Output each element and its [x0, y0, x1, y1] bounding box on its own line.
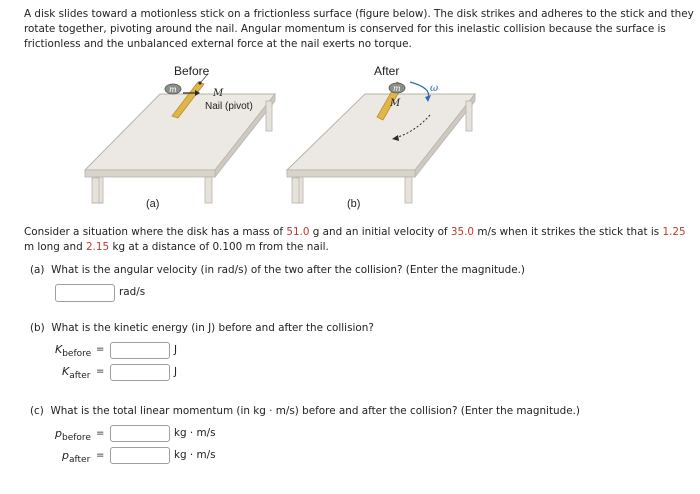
equals-sign: = — [96, 344, 105, 355]
question-c: (c) What is the total linear momentum (in kg · m/s) before and after the collision? (Enter the magnitude.) — [30, 405, 580, 417]
unit-joule: J — [174, 366, 178, 378]
label-disk-before: m — [169, 85, 177, 94]
problem-text: m long and — [24, 241, 87, 253]
equals-sign: = — [96, 428, 105, 439]
p-before-label: $p_{before}$ — [55, 427, 91, 444]
k-before-input[interactable] — [110, 342, 170, 359]
problem-text: m/s when it strikes the stick that is — [474, 226, 663, 238]
p-after-label: $p_{after}$ — [62, 449, 91, 466]
label-stick-before: M — [213, 88, 224, 99]
problem-statement — [24, 225, 696, 255]
unit-joule: J — [174, 344, 178, 356]
unit-momentum: kg · m/s — [174, 449, 216, 461]
label-panel-a: (a) — [146, 198, 160, 210]
stick-length-value: 1.25 — [662, 226, 686, 238]
question-a: (a) What is the angular velocity (in rad/s) of the two after the collision? (Enter the magnitude.) — [30, 264, 525, 276]
label-stick-after: M — [390, 98, 401, 109]
k-after-input[interactable] — [110, 364, 170, 381]
disk-velocity-value: 35.0 — [450, 226, 475, 238]
unit-momentum: kg · m/s — [174, 427, 216, 439]
unit-rad-per-s: rad/s — [119, 286, 146, 298]
angular-velocity-input[interactable] — [55, 284, 115, 302]
p-before-input[interactable] — [110, 425, 170, 442]
label-before: Before — [174, 64, 210, 78]
equals-sign: = — [96, 366, 105, 377]
disk-mass-value: 51.0 — [286, 226, 310, 238]
label-after: After — [374, 64, 400, 78]
label-panel-b: (b) — [347, 198, 361, 210]
problem-text: kg at a distance of 0.100 m from the nail. — [109, 241, 329, 253]
question-b: (b) What is the kinetic energy (in J) before and after the collision? — [30, 322, 374, 334]
k-after-label: $K_{after}$ — [62, 365, 91, 382]
p-after-input[interactable] — [110, 447, 170, 464]
problem-text: Consider a situation where the disk has a mass of — [24, 226, 287, 238]
collision-figure — [0, 60, 700, 220]
label-omega: ω — [430, 83, 439, 94]
label-nail: Nail (pivot) — [205, 101, 253, 112]
problem-text: g and an initial velocity of — [309, 226, 451, 238]
stick-mass-value: 2.15 — [86, 241, 110, 253]
k-before-label: $K_{before}$ — [55, 343, 92, 360]
label-disk-after: m — [393, 84, 401, 93]
equals-sign: = — [96, 450, 105, 461]
problem-intro: A disk slides toward a motionless stick on a frictionless surface (figure below). The disk strikes and adheres to the stick and they rotate together, pivoting around the nail. Angular momentum is conserved for this inelastic collision because the surface is frictionless and the unbalanced external force at the nail exerts no torque. — [24, 8, 694, 50]
